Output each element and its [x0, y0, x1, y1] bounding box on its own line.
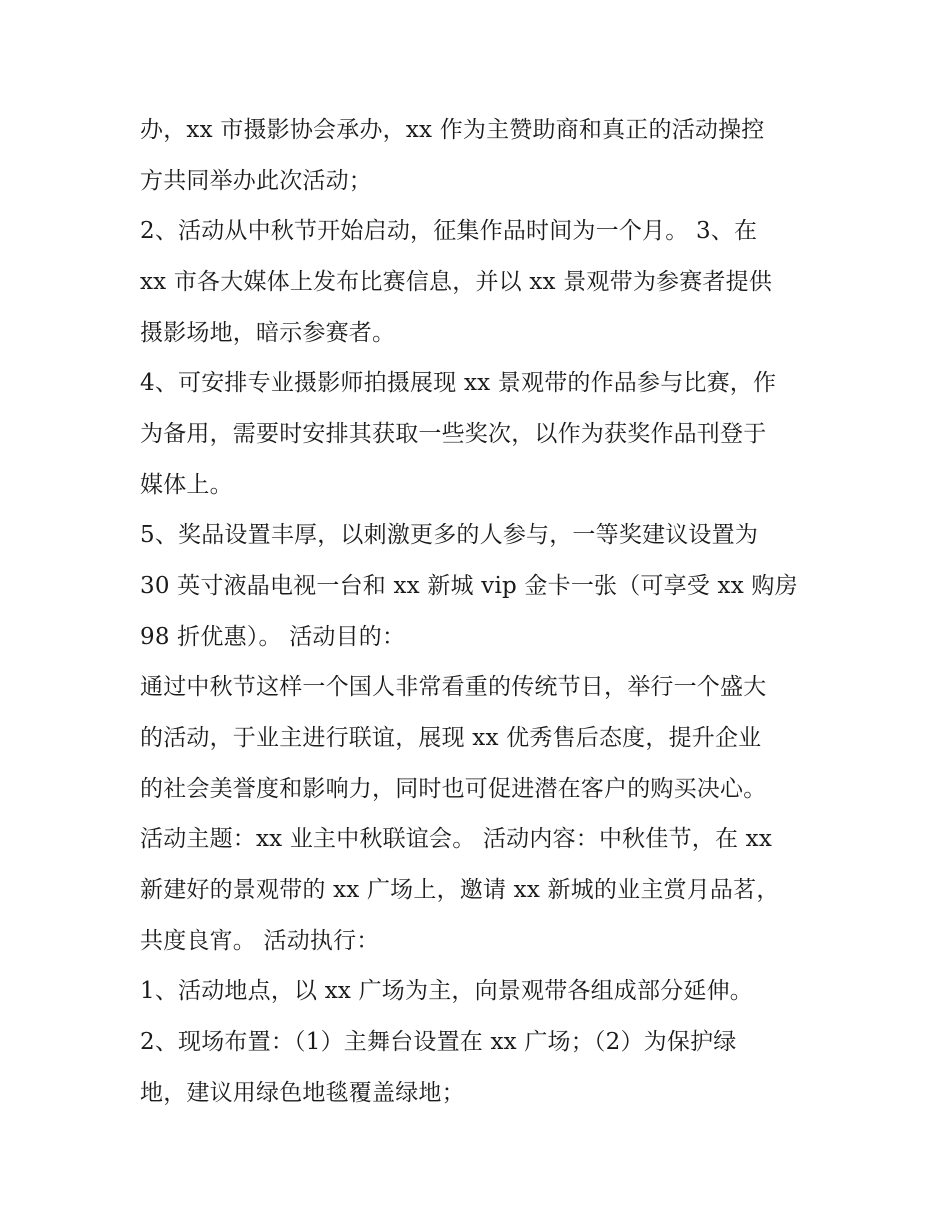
text-line: 方共同举办此次活动；: [140, 168, 372, 194]
text-line: 地，建议用绿色地毯覆盖绿地；: [140, 1080, 465, 1106]
text-line: 为备用，需要时安排其获取一些奖次，以作为获奖作品刊登于: [140, 421, 767, 447]
text-line: 4、可安排专业摄影师拍摄展现 xx 景观带的作品参与比赛，作: [140, 370, 777, 396]
text-line: 媒体上。: [140, 472, 233, 498]
text-line: xx 市各大媒体上发布比赛信息，并以 xx 景观带为参赛者提供: [140, 269, 773, 295]
text-line: 的活动，于业主进行联谊，展现 xx 优秀售后态度，提升企业: [140, 725, 762, 751]
text-line: 活动主题：xx 业主中秋联谊会。 活动内容：中秋佳节，在 xx: [140, 826, 773, 852]
text-line: 30 英寸液晶电视一台和 xx 新城 vip 金卡一张（可享受 xx 购房: [140, 573, 798, 599]
text-line: 通过中秋节这样一个国人非常看重的传统节日，举行一个盛大: [140, 674, 767, 700]
text-line: 的社会美誉度和影响力，同时也可促进潜在客户的购买决心。: [140, 776, 767, 802]
text-line: 2、活动从中秋节开始启动，征集作品时间为一个月。 3、在: [140, 218, 758, 244]
text-line: 新建好的景观带的 xx 广场上，邀请 xx 新城的业主赏月品茗，: [140, 877, 780, 903]
text-line: 共度良宵。 活动执行：: [140, 928, 380, 954]
text-line: 5、奖品设置丰厚，以刺激更多的人参与，一等奖建议设置为: [140, 522, 759, 548]
text-line: 摄影场地，暗示参赛者。: [140, 320, 396, 346]
text-line: 98 折优惠）。 活动目的：: [140, 624, 406, 650]
text-line: 1、活动地点，以 xx 广场为主，向景观带各组成部分延伸。: [140, 978, 753, 1004]
text-line: 办，xx 市摄影协会承办，xx 作为主赞助商和真正的活动操控: [140, 117, 765, 143]
text-line: 2、现场布置：（1）主舞台设置在 xx 广场；（2）为保护绿: [140, 1029, 737, 1055]
